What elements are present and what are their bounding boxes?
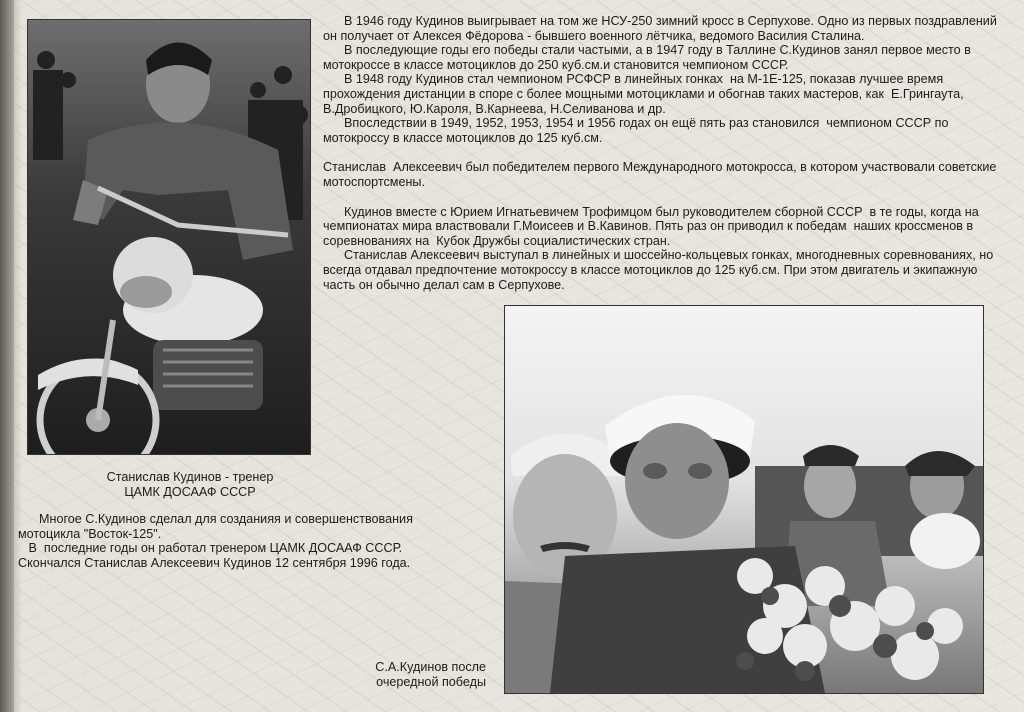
photo1-caption xyxy=(60,470,320,499)
bio-line2: мотоцикла "Восток-125". xyxy=(18,526,162,541)
page-fold xyxy=(0,0,14,712)
article-paragraph-1: В 1946 году Кудинов выигрывает на том же НСУ-250 зимний кросс в Серпухове. Одно из первых поздравлений он получает от Алексея Фёдорова - бывшего военного лётчика, ведомого Василия Сталина. xyxy=(323,14,1001,43)
photo2-caption-line1: С.А.Кудинов после xyxy=(375,660,486,674)
bio-text xyxy=(18,512,498,570)
photo1-caption-line2: ЦАМК ДОСААФ СССР xyxy=(124,484,256,499)
photo2-caption-line2: очередной победы xyxy=(376,674,486,689)
photo2-caption xyxy=(330,660,486,689)
bio-line3: В последние годы он работал тренером ЦАМК ДОСААФ СССР. xyxy=(18,541,403,556)
bio-line1: Многое С.Кудинов сделал для созданияя и совершенствования xyxy=(18,512,413,526)
photo1-caption-line1: Станислав Кудинов - тренер xyxy=(106,470,274,484)
article-paragraph-7: Станислав Алексеевич выступал в линейных и шоссейно-кольцевых гонках, многодневных соревнованиях, но всегда отдавал предпочтение мотокроссу в классе мотоциклов до 125 куб.см. При этом двигатель и экипажную часть он обычно делал сам в Серпухове. xyxy=(323,248,997,292)
article-paragraph-2: В последующие годы его победы стали частыми, а в 1947 году в Таллине С.Кудинов занял первое место в мотокроссе в классе мотоциклов до 250 куб.см.и становится чемпионом СССР. xyxy=(323,43,975,72)
bio-line4: Скончался Станислав Алексеевич Кудинов 12 сентября 1996 года. xyxy=(18,555,411,570)
article-paragraph-4: Впоследствии в 1949, 1952, 1953, 1954 и 1956 годах он ещё пять раз становился чемпионом СССР по мотокроссу в классе мотоциклов до 125 куб.см. xyxy=(323,116,952,145)
article-paragraph-3: В 1948 году Кудинов стал чемпионом РСФСР в линейных гонках на М-1Е-125, показав лучшее время прохождения дистанции в споре с более мощными мотоциклами и обогнав таких мастеров, как Е.Грингаута, В.Дробицкого, Ю.Кароля, В.Карнеева, Н.Селиванова и др. xyxy=(323,72,968,116)
article-text xyxy=(323,14,1003,292)
article-paragraph-6: Кудинов вместе с Юрием Игнатьевичем Трофимцом был руководителем сборной СССР в те годы, когда на чемпионатах мира властвовали Г.Моисеев и В.Кавинов. Пять раз он приводил к победам наших кроссменов в соревнованиях на Кубок Дружбы социалистических стран. xyxy=(323,204,983,248)
photo-rider-with-motorcycle xyxy=(27,19,311,455)
photo-after-victory xyxy=(504,305,984,694)
article-paragraph-5: Станислав Алексеевич был победителем первого Международного мотокросса, в котором участвовали советские мотоспортсмены. xyxy=(323,160,1004,189)
